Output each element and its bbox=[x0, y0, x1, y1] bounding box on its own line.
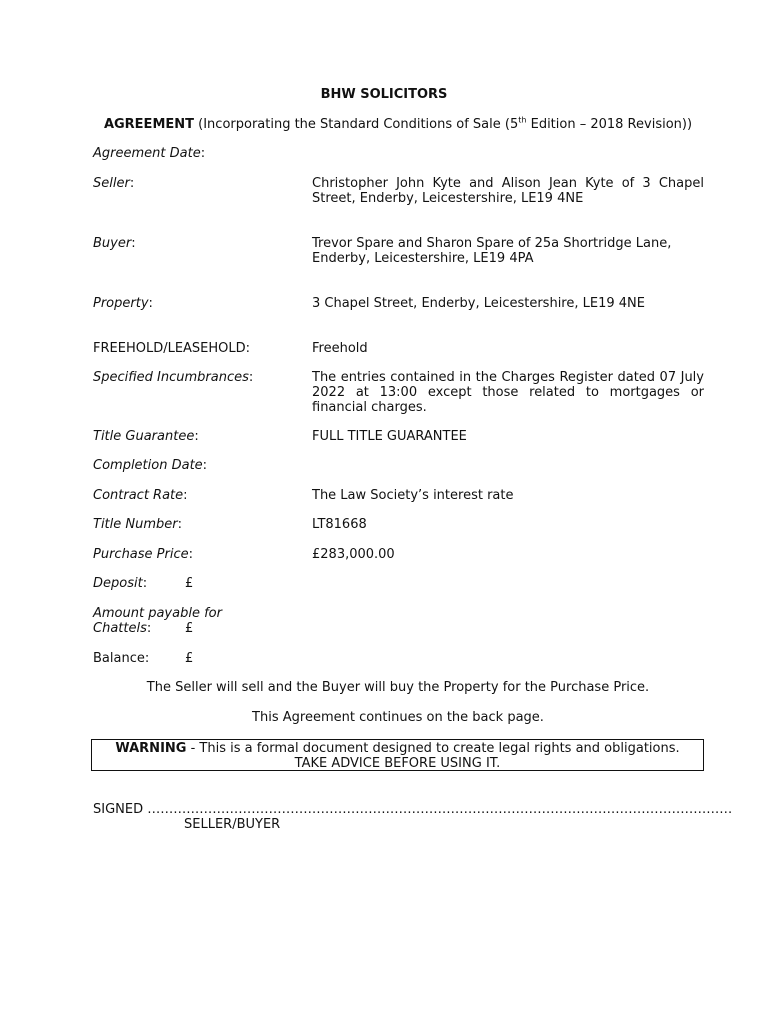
chattels-label: Amount payable for Chattels: bbox=[93, 606, 222, 636]
deposit-label: Deposit: bbox=[93, 576, 148, 591]
continues-note: This Agreement continues on the back page. bbox=[252, 710, 544, 725]
sale-statement: The Seller will sell and the Buyer will buy the Property for the Purchase Price. bbox=[146, 680, 650, 695]
title-number-label: Title Number: bbox=[93, 517, 183, 532]
firm-heading: BHW SOLICITORS bbox=[320, 87, 448, 102]
tenure-label: FREEHOLD/LEASEHOLD: bbox=[93, 341, 251, 356]
purchase-price-label: Purchase Price: bbox=[93, 547, 194, 562]
purchase-price-value: £283,000.00 bbox=[312, 547, 395, 562]
agreement-title: AGREEMENT bbox=[103, 117, 195, 132]
contract-rate-label: Contract Rate: bbox=[93, 488, 188, 503]
title-number-value: LT81668 bbox=[312, 517, 367, 532]
completion-date-label: Completion Date: bbox=[93, 458, 208, 473]
property-value: 3 Chapel Street, Enderby, Leicestershire, LE19 4NE bbox=[312, 296, 645, 311]
chattels-pound: £ bbox=[185, 621, 194, 636]
property-label: Property: bbox=[93, 296, 153, 311]
incumbrances-value: The entries contained in the Charges Register dated 07 July 2022 at 13:00 except those related to mortgages or financial charges. bbox=[312, 370, 704, 415]
balance-pound: £ bbox=[185, 651, 194, 666]
agreement-subtitle-pre: (Incorporating the Standard Conditions of Sale (5 bbox=[194, 117, 519, 132]
seller-label: Seller: bbox=[93, 176, 135, 191]
seller-value: Christopher John Kyte and Alison Jean Kyte of 3 Chapel Street, Enderby, Leicestershire, LE19 4NE bbox=[312, 176, 704, 206]
title-guarantee-value: FULL TITLE GUARANTEE bbox=[312, 429, 467, 444]
signature-role: SELLER/BUYER bbox=[184, 817, 281, 832]
deposit-pound: £ bbox=[185, 576, 194, 591]
balance-label: Balance: bbox=[93, 651, 150, 666]
title-guarantee-label: Title Guarantee: bbox=[93, 429, 199, 444]
buyer-label: Buyer: bbox=[93, 236, 136, 251]
agreement-subheading bbox=[0, 117, 768, 132]
signature-line: SIGNED ……………………………………………………………………………………………………………………… bbox=[93, 802, 733, 817]
agreement-subtitle-sup: th bbox=[518, 115, 527, 125]
warning-line-2: TAKE ADVICE BEFORE USING IT. bbox=[294, 756, 501, 771]
tenure-value: Freehold bbox=[312, 341, 368, 356]
contract-rate-value: The Law Society’s interest rate bbox=[312, 488, 514, 503]
warning-box bbox=[91, 739, 704, 771]
warning-line-1 bbox=[92, 741, 703, 756]
incumbrances-label: Specified Incumbrances: bbox=[93, 370, 254, 385]
buyer-value: Trevor Spare and Sharon Spare of 25a Shortridge Lane, Enderby, Leicestershire, LE19 4PA bbox=[312, 236, 672, 266]
warning-label: WARNING bbox=[115, 741, 187, 756]
warning-text: - This is a formal document designed to create legal rights and obligations. bbox=[186, 741, 680, 756]
agreement-date-label: Agreement Date: bbox=[93, 146, 206, 161]
agreement-subtitle-post: Edition – 2018 Revision)) bbox=[526, 117, 693, 132]
